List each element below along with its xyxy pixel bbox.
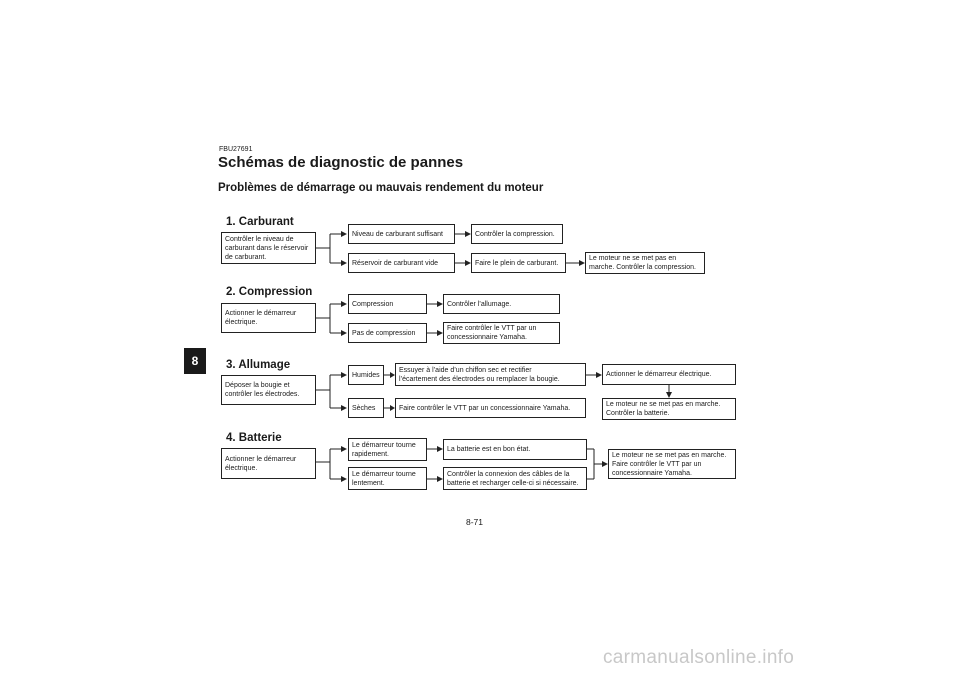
flow-box-slow-crank: Le démarreur tourne lentement. [348,467,427,490]
flow-box-check-cables: Contrôler la connexion des câbles de la batterie et recharger celle-ci si nécessaire. [443,467,587,490]
flow-box-start: Contrôler le niveau de carburant dans le réservoir de carburant. [221,232,316,264]
flow-box-start: Actionner le démarreur électrique. [221,448,316,479]
flow-box-wet: Humides [348,365,384,385]
flow-box-start: Déposer la bougie et contrôler les électrodes. [221,375,316,405]
flow-box-start-motor: Actionner le démarreur électrique. [602,364,736,385]
section-heading-carburant: 1. Carburant [226,216,294,228]
flow-box-fuel-empty: Réservoir de carburant vide [348,253,455,273]
flow-box-dry: Sèches [348,398,384,418]
flow-box-compression-ok: Compression [348,294,427,314]
section-heading-batterie: 4. Batterie [226,432,282,444]
flow-box-fuel-ok: Niveau de carburant suffisant [348,224,455,244]
page-number: 8-71 [466,517,484,527]
section-heading-allumage: 3. Allumage [226,359,291,371]
flow-box-refuel: Faire le plein de carburant. [471,253,566,273]
page-title: Schémas de diagnostic de pannes [218,154,464,171]
section-heading-compression: 2. Compression [226,286,313,298]
flow-box-start: Actionner le démarreur électrique. [221,303,316,333]
flow-box-dealer: Le moteur ne se met pas en marche. Faire contrôler le VTT par un concessionnaire Yamaha. [608,449,736,479]
flow-box-check-battery: Le moteur ne se met pas en marche. Contrôler la batterie. [602,398,736,420]
flow-box-check-ignition: Contrôler l’allumage. [443,294,560,314]
flow-box-check-compression: Contrôler la compression. [471,224,563,244]
watermark: carmanualsonline.info [603,647,795,668]
flow-box-fast-crank: Le démarreur tourne rapidement. [348,438,427,461]
flow-box-dealer: Faire contrôler le VTT par un concessionnaire Yamaha. [395,398,586,418]
flow-box-clean-plug: Essuyer à l’aide d’un chiffon sec et rectifier l’écartement des électrodes ou remplacer la bougie. [395,363,586,386]
page-subtitle: Problèmes de démarrage ou mauvais rendement du moteur [218,182,544,194]
flow-box-no-start-compression: Le moteur ne se met pas en marche. Contrôler la compression. [585,252,705,274]
chapter-tab: 8 [184,348,206,374]
flow-box-no-compression: Pas de compression [348,323,427,343]
flow-box-dealer: Faire contrôler le VTT par un concessionnaire Yamaha. [443,322,560,344]
flow-box-battery-ok: La batterie est en bon état. [443,439,587,460]
document-code: FBU27691 [219,146,253,153]
